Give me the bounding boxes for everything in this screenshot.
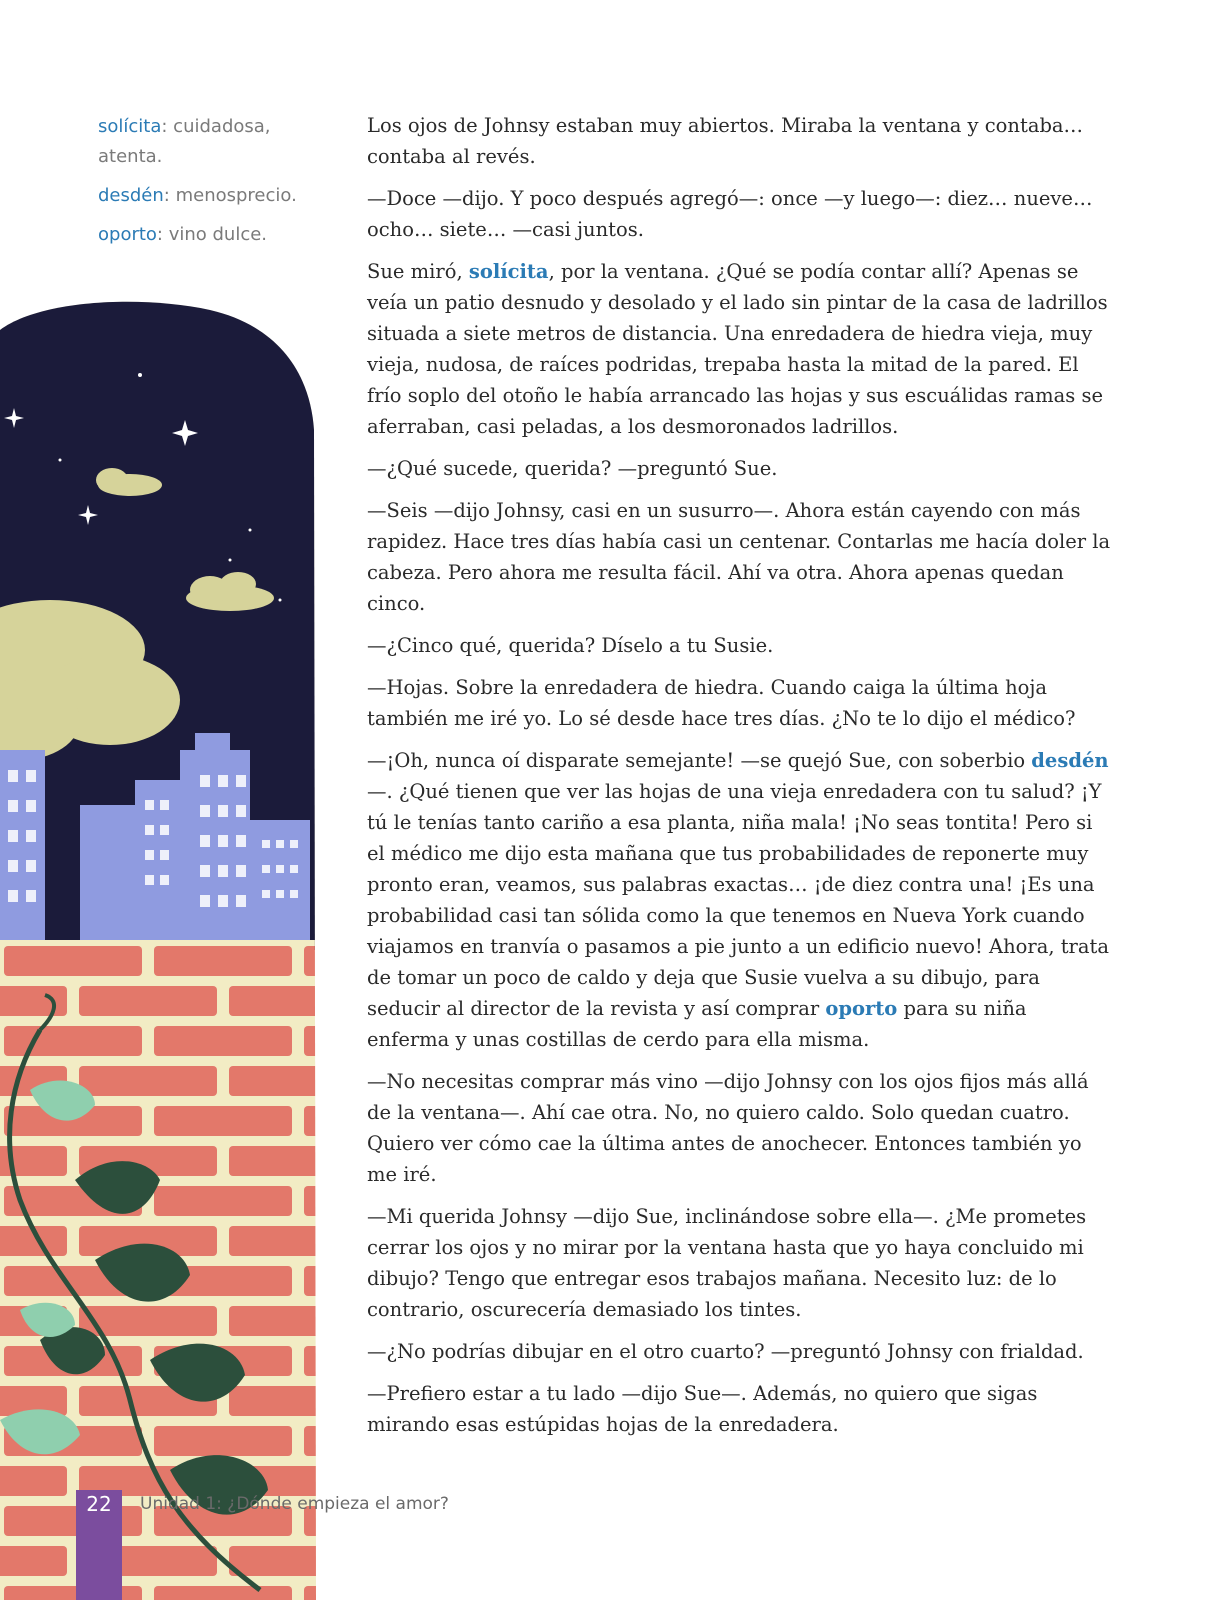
- glossary-definition: : vino dulce.: [156, 224, 268, 245]
- unit-title: Unidad 1: ¿Dónde empieza el amor?: [140, 1494, 449, 1514]
- glossary-term: oporto: [98, 224, 157, 245]
- story-paragraph: —¿Cinco qué, querida? Díselo a tu Susie.: [367, 634, 774, 657]
- glossary-entry: [98, 220, 333, 250]
- glossary-definition: : menosprecio.: [163, 185, 297, 206]
- story-paragraph: —¡Oh, nunca oí disparate semejante! —se quejó Sue, con soberbio desdén—. ¿Qué tienen que ver las hojas de una vieja enredadera con tu salud? ¡Y tú le tenías tanto cariño a esa planta, niña mala! ¡No seas tontita! Pero si el médico me dijo esta mañana que tus probabilidades de reponerte muy pronto eran, veamos, sus palabras exactas… ¡de diez contra una! ¡Es una probabilidad casi tan sólida como la que tenemos en Nueva York cuando viajamos en tranvía o pasamos a pie junto a un edificio nuevo! Ahora, trata de tomar un poco de caldo y deja que Susie vuelva a su dibujo, para seducir al director de la revista y así comprar oporto para su niña enferma y unas costillas de cerdo para ella misma.: [367, 749, 1109, 1051]
- glossary-entry: [98, 112, 333, 172]
- story-paragraph: Sue miró, solícita, por la ventana. ¿Qué se podía contar allí? Apenas se veía un patio desnudo y desolado y el lado sin pintar de la casa de ladrillos situada a siete metros de distancia. Una enredadera de hiedra vieja, muy vieja, nudosa, de raíces podridas, trepaba hasta la mitad de la pared. El frío soplo del otoño le había arrancado las hojas y sus escuálidas ramas se aferraban, casi peladas, a los desmoronados ladrillos.: [367, 260, 1108, 438]
- story-paragraph: —No necesitas comprar más vino —dijo Johnsy con los ojos fijos más allá de la ventana—. Ahí cae otra. No, no quiero caldo. Solo quedan cuatro. Quiero ver cómo cae la última antes de anochecer. Entonces también yo me iré.: [367, 1070, 1089, 1186]
- story-text: [367, 110, 1112, 1451]
- story-paragraph: —¿Qué sucede, querida? —preguntó Sue.: [367, 457, 778, 480]
- glossary-word: oporto: [825, 997, 898, 1020]
- page-number: 22: [86, 1492, 112, 1516]
- glossary-sidebar: [98, 112, 333, 259]
- glossary-word: solícita: [468, 260, 549, 283]
- window-night-city-illustration: [0, 300, 320, 1600]
- story-paragraph: —Seis —dijo Johnsy, casi en un susurro—. Ahora están cayendo con más rapidez. Hace tres días había casi un centenar. Contarlas me hacía doler la cabeza. Pero ahora me resulta fácil. Ahí va otra. Ahora apenas quedan cinco.: [367, 499, 1111, 615]
- glossary-definition: : cuidadosa, atenta.: [98, 116, 271, 167]
- story-paragraph: —Mi querida Johnsy —dijo Sue, inclinándose sobre ella—. ¿Me prometes cerrar los ojos y no mirar por la ventana hasta que yo haya concluido mi dibujo? Tengo que entregar esos trabajos mañana. Necesito luz: de lo contrario, oscurecería demasiado los tintes.: [367, 1205, 1087, 1321]
- story-paragraph: —Doce —dijo. Y poco después agregó—: once —y luego—: diez… nueve… ocho… siete… —casi juntos.: [367, 187, 1093, 241]
- story-illustration: [0, 300, 320, 1600]
- story-paragraph: Los ojos de Johnsy estaban muy abiertos. Miraba la ventana y contaba… contaba al revés.: [367, 114, 1084, 168]
- story-paragraph: —Hojas. Sobre la enredadera de hiedra. Cuando caiga la última hoja también me iré yo. Lo sé desde hace tres días. ¿No te lo dijo el médico?: [367, 676, 1076, 730]
- glossary-term: desdén: [98, 185, 164, 206]
- glossary-term: solícita: [98, 116, 162, 137]
- glossary-word: desdén: [1031, 749, 1109, 772]
- glossary-entry: [98, 181, 333, 211]
- story-paragraph: —¿No podrías dibujar en el otro cuarto? —preguntó Johnsy con frialdad.: [367, 1340, 1084, 1363]
- story-paragraph: —Prefiero estar a tu lado —dijo Sue—. Además, no quiero que sigas mirando esas estúpidas hojas de la enredadera.: [367, 1382, 1038, 1436]
